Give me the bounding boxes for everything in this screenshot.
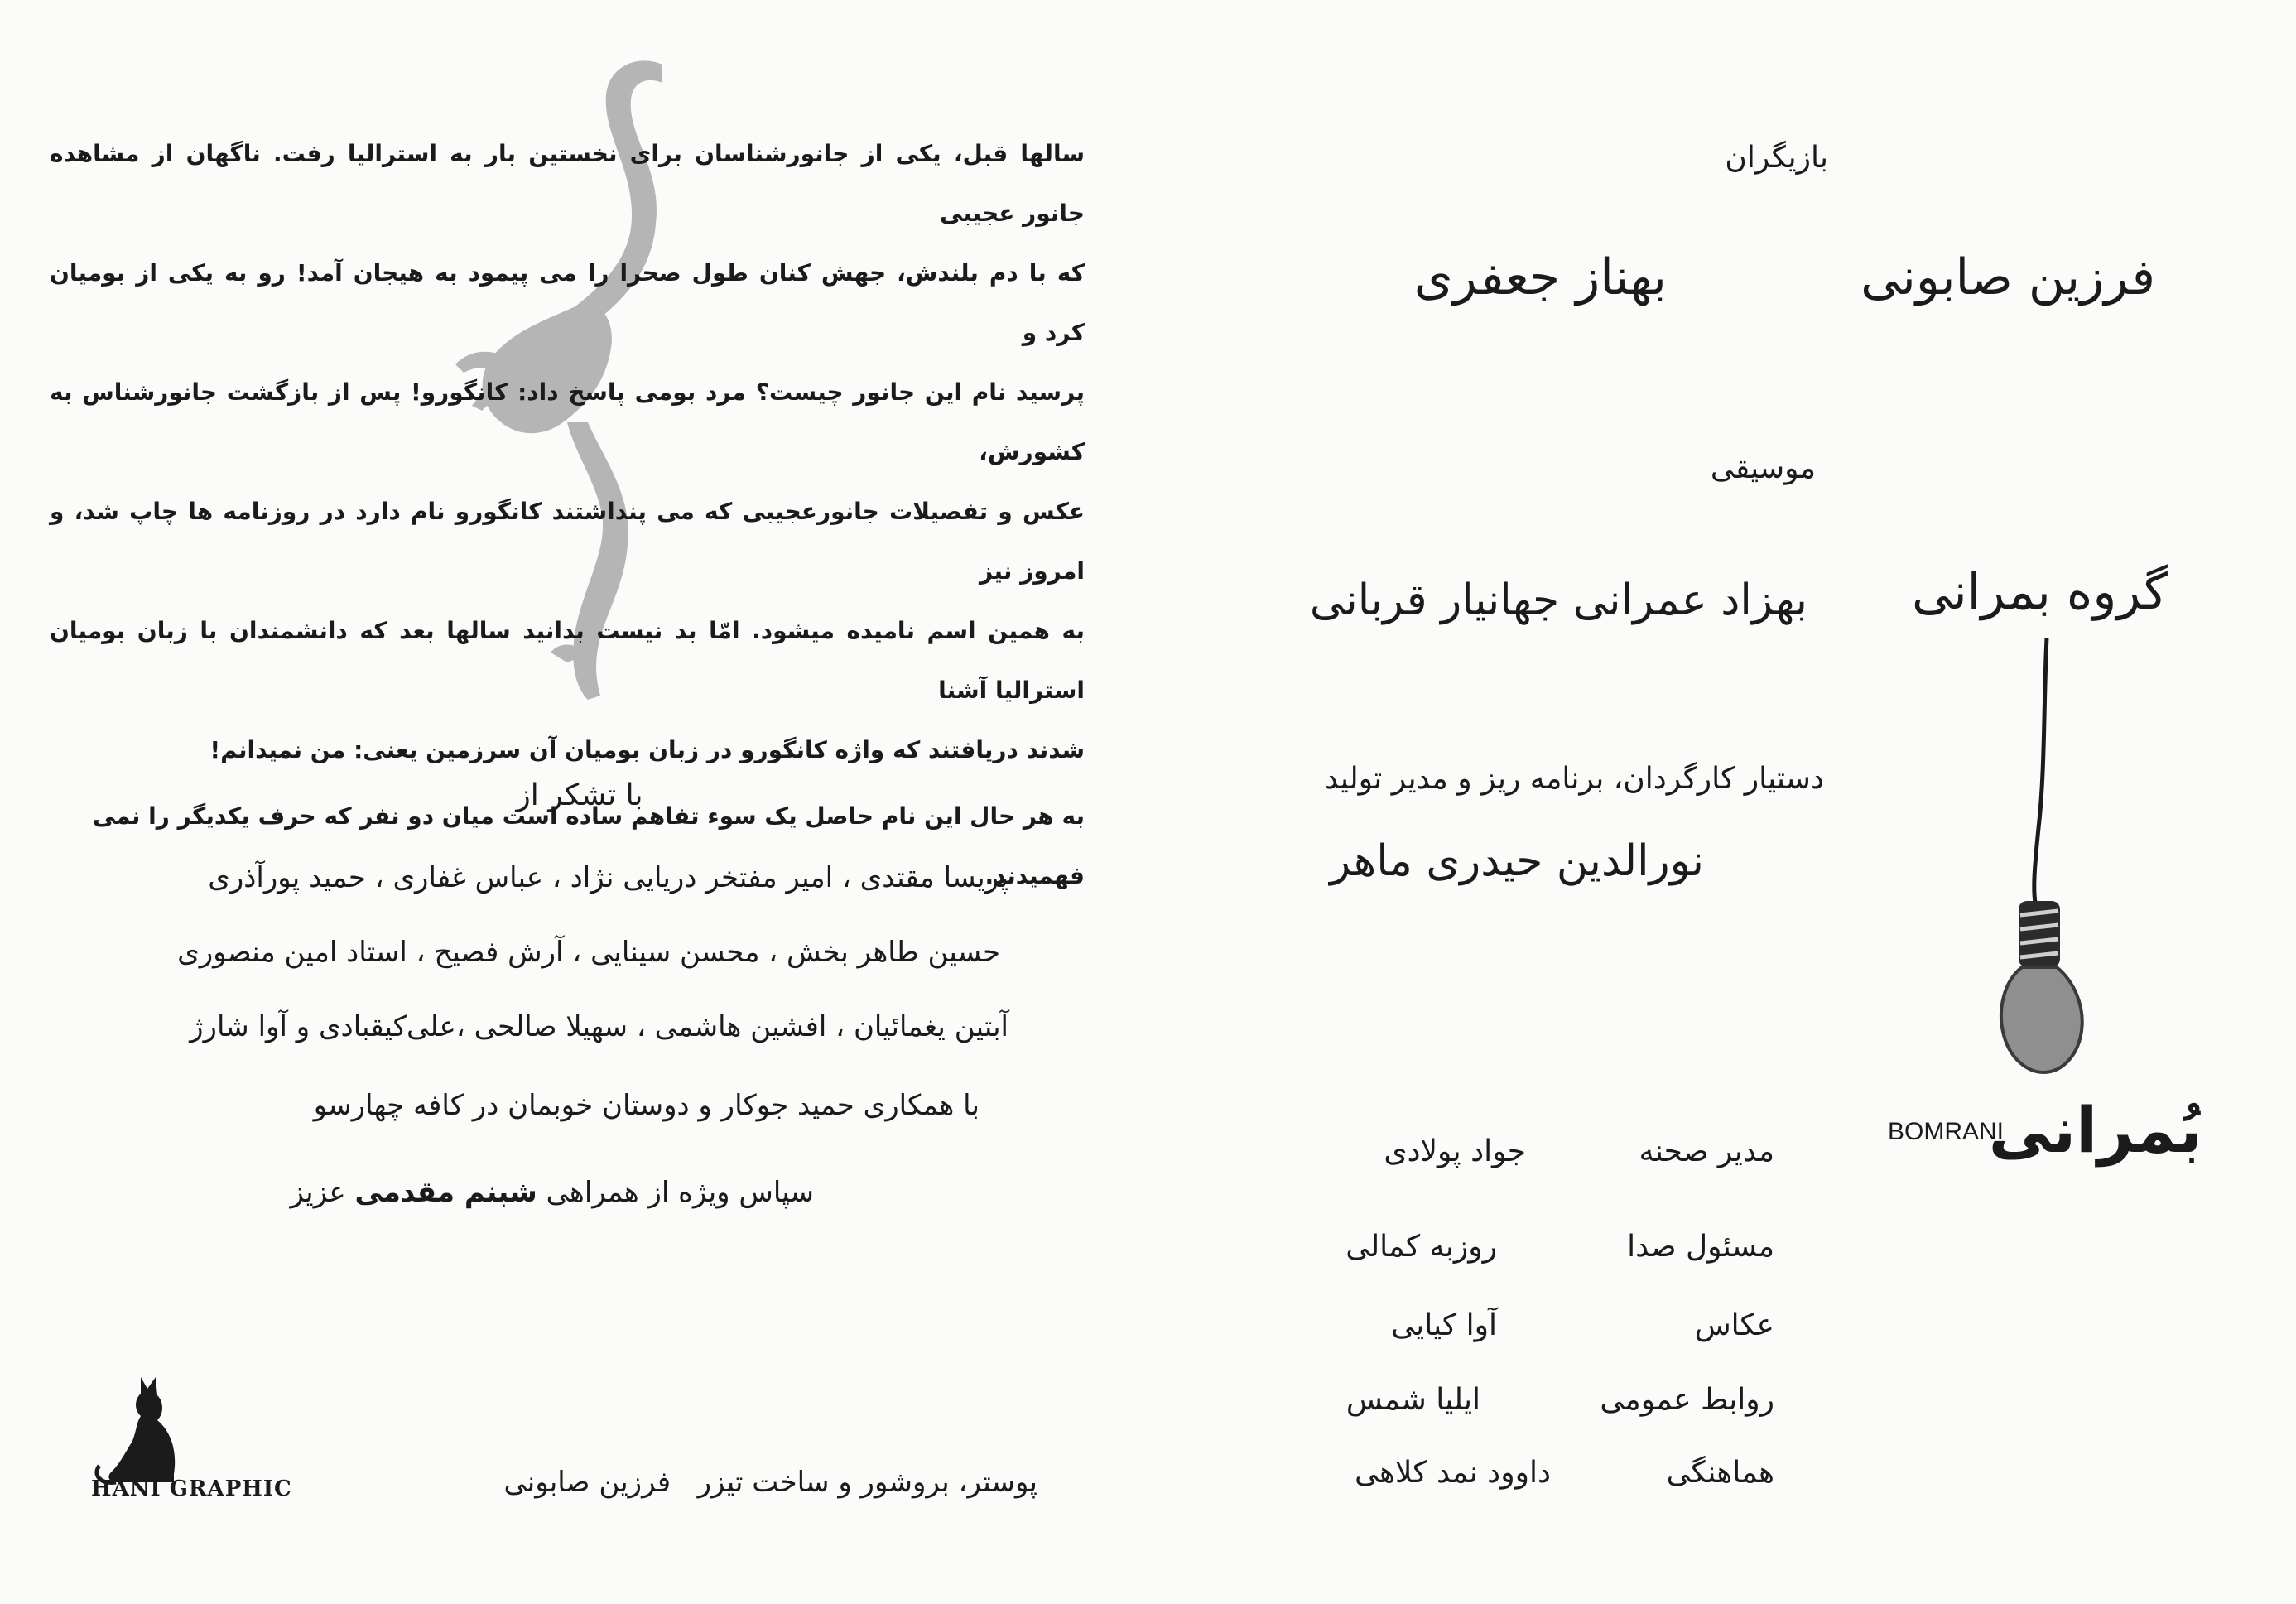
- poster-credit-name: فرزین صابونی: [503, 1466, 671, 1499]
- story-closing: به هر حال این نام حاصل یک سوء تفاهم ساده است میان دو نفر که حرف یکدیگر را نمی فهمیدند.: [92, 802, 1085, 889]
- light-bulb-icon: [1995, 638, 2095, 1077]
- crew-name: داوود نمد کلاهی: [1354, 1456, 1551, 1490]
- crew-role: مسئول صدا: [1627, 1230, 1774, 1264]
- thanks-line: با همکاری حمید جوکار و دوستان خوبمان در کافه چهارسو: [313, 1089, 980, 1122]
- special-thanks: [290, 1176, 814, 1209]
- thanks-line: حسین طاهر بخش ، محسن سینایی ، آرش فصیح ، استاد امین منصوری: [177, 936, 1000, 969]
- actor-farzin: فرزین صابونی: [1860, 248, 2155, 306]
- special-thanks-suffix: عزیز: [290, 1176, 346, 1209]
- thanks-heading: با تشکر از: [516, 778, 643, 812]
- thanks-line: آبتین یغمائیان ، افشین هاشمی ، سهیلا صالحی ،علی‌کیقبادی و آوا شارژ: [190, 1010, 1008, 1043]
- cast-heading: بازیگران: [1725, 141, 1828, 175]
- special-thanks-prefix: سپاس ویژه از همراهی: [546, 1176, 814, 1209]
- crew-name: ایلیا شمس: [1345, 1383, 1480, 1417]
- crew-name: آوا کیایی: [1391, 1308, 1497, 1342]
- music-heading: موسیقی: [1710, 451, 1816, 485]
- poster-credit: [503, 1466, 1037, 1499]
- hani-graphic-logo: [79, 1370, 344, 1511]
- assistant-heading: دستیار کارگردان، برنامه ریز و مدیر تولید: [1324, 762, 1824, 796]
- bomrani-latin: BOMRANI: [1888, 1118, 2005, 1145]
- story-line: که با دم بلندش، جهش کنان طول صحرا را می پیمود به هیجان آمد! رو به یکی از بومیان کرد و: [50, 259, 1085, 346]
- special-thanks-name: شبنم مقدمی: [354, 1176, 537, 1209]
- actor-behnaz: بهناز جعفری: [1413, 248, 1667, 306]
- thanks-line: پریسا مقتدی ، امیر مفتخر دریایی نژاد ، عباس غفاری ، حمید پورآذری: [208, 861, 1008, 894]
- crew-role: مدیر صحنه: [1639, 1134, 1774, 1168]
- crew-role: روابط عمومی: [1600, 1383, 1774, 1417]
- bomrani-persian: بُمرانی: [1988, 1093, 2202, 1167]
- story-line: پرسید نام این جانور چیست؟ مرد بومی پاسخ داد: کانگورو! پس از بازگشت جانورشناس به کشورش،: [50, 378, 1085, 465]
- hani-graphic-text: HANI GRAPHIC: [91, 1476, 292, 1501]
- bomrani-logo: [1888, 1093, 2202, 1201]
- story-line: به همین اسم نامیده میشود. امّا بد نیست بدانید سالها بعد که دانشمندان با زبان بومیان استرالیا آشنا: [50, 617, 1085, 704]
- crew-role: عکاس: [1694, 1308, 1774, 1342]
- story-line: عکس و تفصیلات جانورعجیبی که می پنداشتند کانگورو نام دارد در روزنامه ها چاپ شد، و امروز نیز: [50, 498, 1085, 585]
- crew-name: جواد پولادی: [1384, 1134, 1526, 1168]
- story-line: شدند دریافتند که واژه کانگورو در زبان بومیان آن سرزمین یعنی: من نمیدانم!: [209, 736, 1085, 763]
- music-group: گروه بمرانی: [1911, 563, 2168, 621]
- story-line: سالها قبل، یکی از جانورشناسان برای نخستین بار به استرالیا رفت. ناگهان از مشاهده جانور عجیبی: [50, 140, 1085, 227]
- crew-role: هماهنگی: [1666, 1456, 1774, 1490]
- cat-silhouette-icon: [91, 1370, 182, 1486]
- crew-name: روزبه کمالی: [1345, 1230, 1497, 1264]
- assistant-name: نورالدین حیدری ماهر: [1330, 836, 1704, 886]
- poster-credit-role: پوستر، بروشور و ساخت تیزر: [697, 1466, 1037, 1499]
- music-members: بهزاد عمرانی جهانیار قربانی: [1309, 576, 1807, 625]
